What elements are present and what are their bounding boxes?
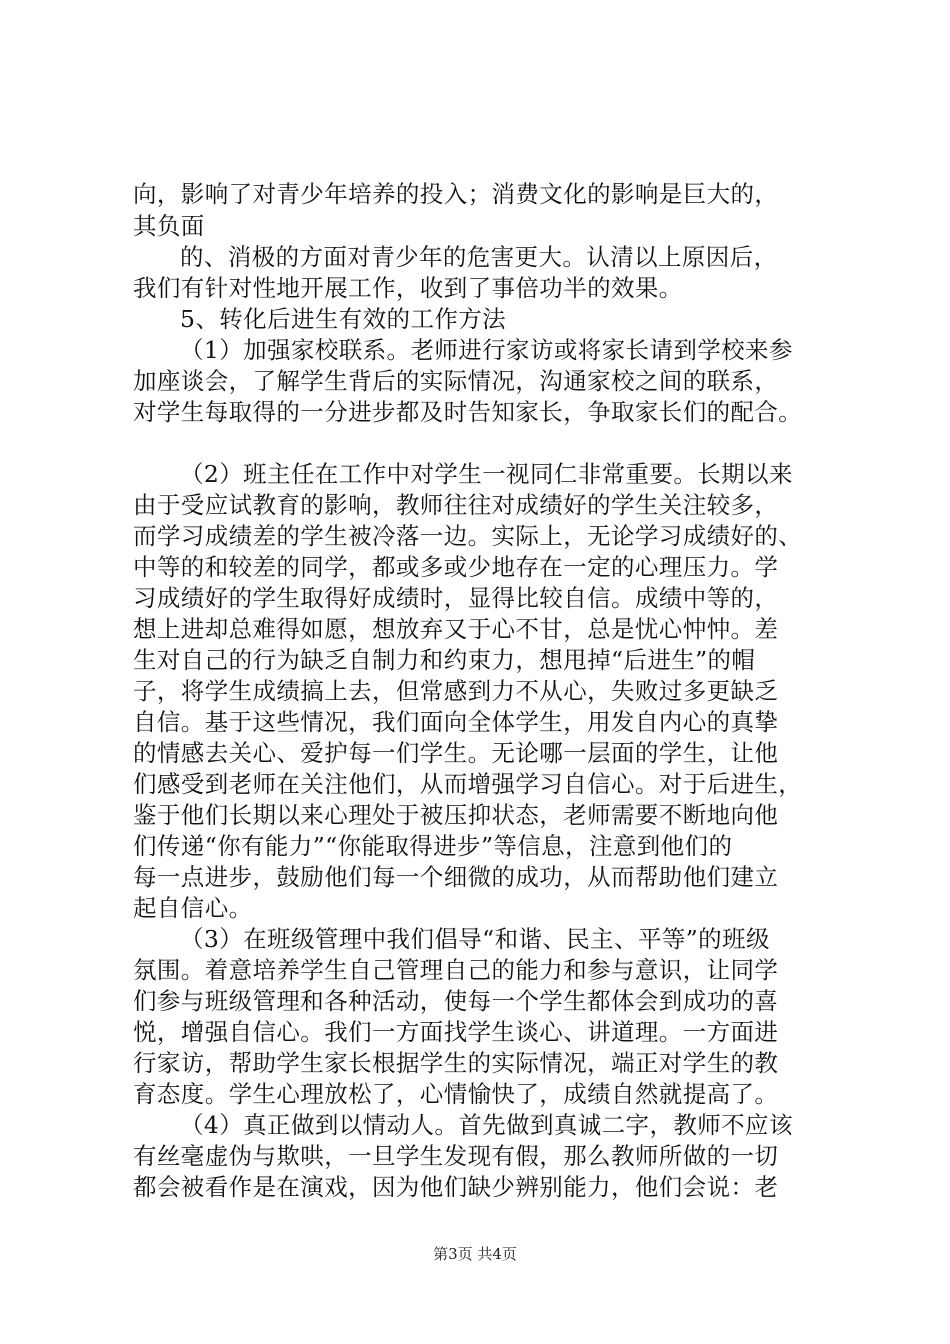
text-line: 我们有针对性地开展工作，收到了事倍功半的效果。	[133, 274, 683, 302]
text-line: 起自信心。	[133, 894, 253, 922]
text-line: 们感受到老师在关注他们，从而增强学习自信心。对于后进生，	[133, 770, 803, 798]
text-line: （4）真正做到以情动人。首先做到真诚二字，教师不应该	[180, 1111, 793, 1139]
text-line: 育态度。学生心理放松了，心情愉快了，成绩自然就提高了。	[133, 1080, 779, 1108]
text-line: 生对自己的行为缺乏自制力和约束力，想甩掉“后进生”的帽	[133, 646, 756, 674]
text-line: 的、消极的方面对青少年的危害更大。认清以上原因后，	[180, 243, 778, 271]
text-line: 氛围。着意培养学生自己管理自己的能力和参与意识，让同学	[133, 956, 779, 984]
text-line: 们参与班级管理和各种活动，使每一个学生都体会到成功的喜	[133, 987, 779, 1015]
text-line: 自信。基于这些情况，我们面向全体学生，用发自内心的真挚	[133, 708, 779, 736]
text-line: 悦，增强自信心。我们一方面找学生谈心、讲道理。一方面进	[133, 1018, 779, 1046]
page-number-footer: 第3页 共4页	[433, 1245, 517, 1263]
text-line: 每一点进步，鼓励他们每一个细微的成功，从而帮助他们建立	[133, 863, 779, 891]
section-heading: 5、转化后进生有效的工作方法	[180, 305, 507, 333]
text-line: 由于受应试教育的影响，教师往往对成绩好的学生关注较多，	[133, 491, 779, 519]
text-line: 鉴于他们长期以来心理处于被压抑状态，老师需要不断地向他	[133, 801, 779, 829]
text-line: 中等的和较差的同学，都或多或少地存在一定的心理压力。学	[133, 553, 779, 581]
text-line: 都会被看作是在演戏，因为他们缺少辨别能力，他们会说：老	[133, 1173, 779, 1201]
text-line: 行家访，帮助学生家长根据学生的实际情况，端正对学生的教	[133, 1049, 779, 1077]
text-line: （2）班主任在工作中对学生一视同仁非常重要。长期以来	[180, 460, 793, 488]
text-line: 想上进却总难得如愿，想放弃又于心不甘，总是忧心忡忡。差	[133, 615, 779, 643]
text-line: 子，将学生成绩搞上去，但常感到力不从心，失败过多更缺乏	[133, 677, 779, 705]
text-line: 对学生每取得的一分进步都及时告知家长，争取家长们的配合。	[133, 398, 803, 426]
text-line: （1）加强家校联系。老师进行家访或将家长请到学校来参	[180, 336, 793, 364]
text-line: 们传递“你有能力”“你能取得进步”等信息，注意到他们的	[133, 832, 733, 860]
text-line: 的情感去关心、爱护每一们学生。无论哪一层面的学生，让他	[133, 739, 779, 767]
text-line: 向，影响了对青少年培养的投入；消费文化的影响是巨大的，	[133, 180, 779, 208]
text-line: 习成绩好的学生取得好成绩时，显得比较自信。成绩中等的，	[133, 584, 779, 612]
text-line: 其负面	[133, 212, 205, 240]
text-line: 加座谈会，了解学生背后的实际情况，沟通家校之间的联系，	[133, 367, 779, 395]
text-line: 有丝毫虚伪与欺哄，一旦学生发现有假，那么教师所做的一切	[133, 1142, 779, 1170]
text-line: 而学习成绩差的学生被冷落一边。实际上，无论学习成绩好的、	[133, 522, 803, 550]
text-line: （3）在班级管理中我们倡导“和谐、民主、平等”的班级	[180, 925, 770, 953]
